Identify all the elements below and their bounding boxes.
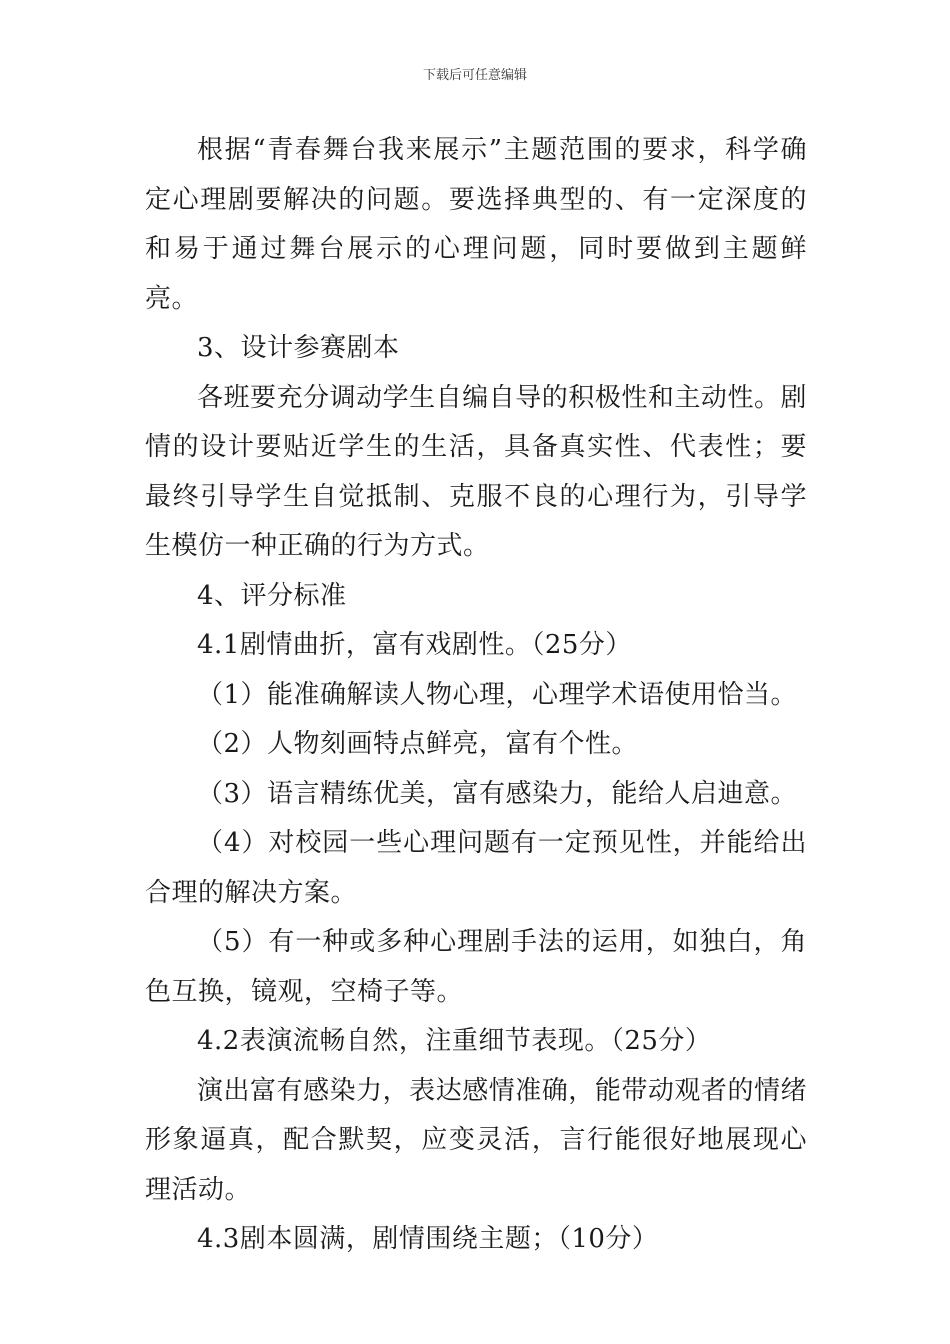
criterion-item-5: （5）有一种或多种心理剧手法的运用，如独白，角色互换，镜观，空椅子等。 [145, 927, 807, 1007]
criterion-4-2: 4.2表演流畅自然，注重细节表现。（25分） [197, 1026, 712, 1056]
criterion-item-2: （2）人物刻画特点鲜亮，富有个性。 [197, 729, 639, 759]
paragraph-theme-requirement: 根据“青春舞台我来展示”主题范围的要求，科学确定心理剧要解决的问题。要选择典型的、有一定深度的和易于通过舞台展示的心理问题，同时要做到主题鲜亮。 [145, 135, 807, 314]
criterion-item-3: （3）语言精练优美，富有感染力，能给人启迪意。 [197, 778, 798, 809]
criterion-4-1: 4.1剧情曲折，富有戏剧性。（25分） [197, 630, 632, 660]
page-header: 下载后可任意编辑 [422, 68, 527, 83]
paragraph-script-design: 各班要充分调动学生自编自导的积极性和主动性。剧情的设计要贴近学生的生活，具备真实性、代表性；要最终引导学生自觉抵制、克服不良的心理行为，引导学生模仿一种正确的行为方式。 [145, 382, 807, 561]
criterion-item-1: （1）能准确解读人物心理，心理学术语使用恰当。 [197, 679, 798, 710]
heading-scoring-criteria: 4、评分标准 [197, 580, 347, 611]
paragraph-performance: 演出富有感染力，表达感情准确，能带动观者的情绪形象逼真，配合默契，应变灵活，言行能很好地展现心理活动。 [145, 1075, 807, 1205]
criterion-4-3: 4.3剧本圆满，剧情围绕主题；（10分） [197, 1224, 659, 1254]
criterion-item-4: （4）对校园一些心理问题有一定预见性，并能给出合理的解决方案。 [145, 828, 807, 908]
heading-design-script: 3、设计参赛剧本 [197, 333, 400, 363]
document-body [145, 126, 807, 1265]
